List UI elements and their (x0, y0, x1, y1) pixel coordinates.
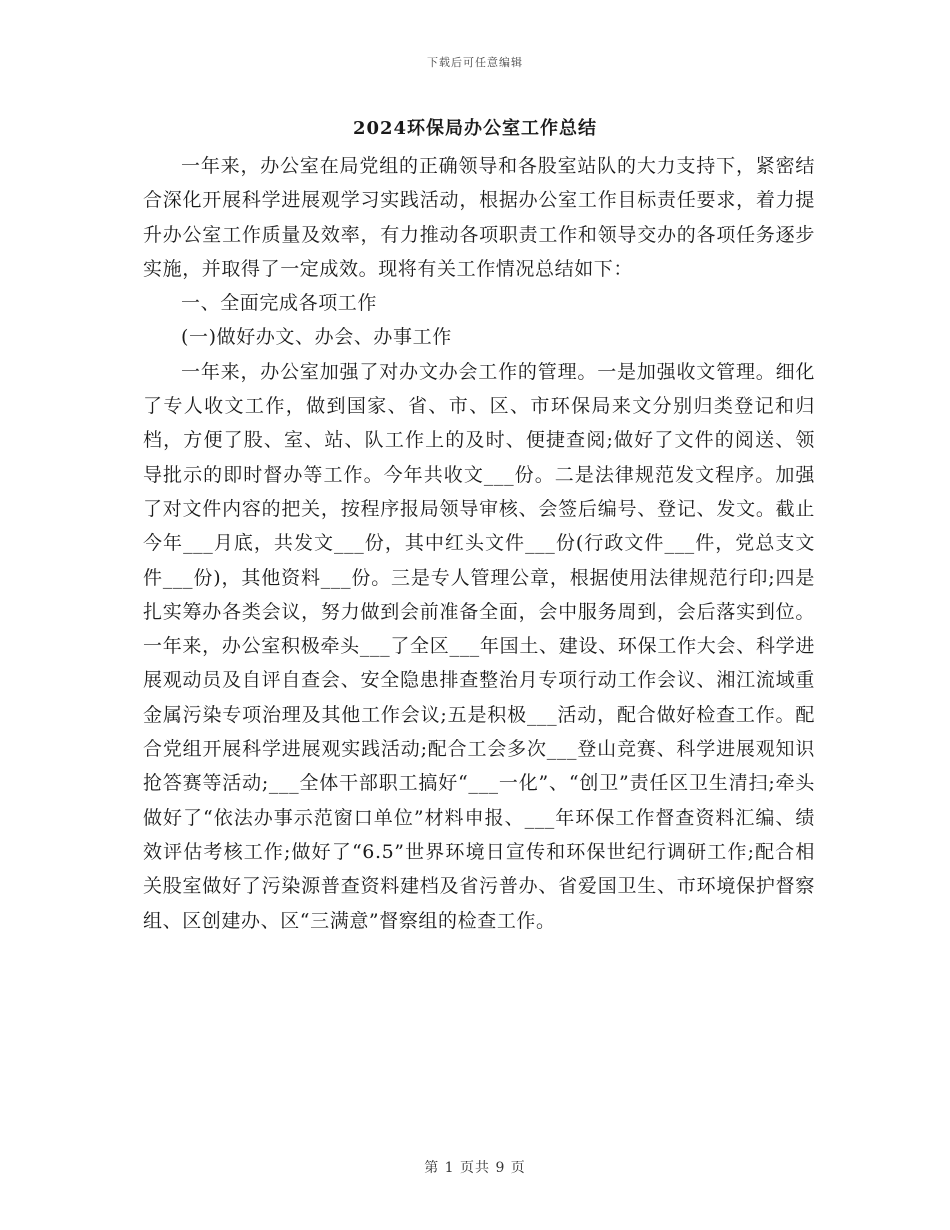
intro-paragraph: 一年来，办公室在局党组的正确领导和各股室站队的大力支持下，紧密结合深化开展科学进展观学习实践活动，根据办公室工作目标责任要求，着力提升办公室工作质量及效率，有力推动各项职责工作和领导交办的各项任务逐步实施，并取得了一定成效。现将有关工作情况总结如下： (143, 155, 815, 280)
page-footer: 第 1 页共 9 页 (424, 1160, 526, 1176)
document-body (143, 149, 815, 938)
document-title: 2024环保局办公室工作总结 (352, 118, 598, 139)
subsection-heading: (一)做好办文、办会、办事工作 (181, 326, 452, 349)
body-paragraph: 一年来，办公室加强了对办文办会工作的管理。一是加强收文管理。细化了专人收文工作，做到国家、省、市、区、市环保局来文分别归类登记和归档，方便了股、室、站、队工作上的及时、便捷查阅;做好了文件的阅送、领导批示的即时督办等工作。今年共收文___份。二是法律规范发文程序。加强了对文件内容的把关，按程序报局领导审核、会签后编号、登记、发文。截止今年___月底，共发文___份，其中红头文件___份(行政文件___件，党总支文件___份)，其他资料___份。三是专人管理公章，根据使用法律规范行印;四是扎实筹办各类会议，努力做到会前准备全面，会中服务周到，会后落实到位。一年来，办公室积极牵头___了全区___年国土、建设、环保工作大会、科学进展观动员及自评自查会、安全隐患排查整治月专项行动工作会议、湘江流域重金属污染专项治理及其他工作会议;五是积极___活动，配合做好检查工作。配合党组开展科学进展观实践活动;配合工会多次___登山竞赛、科学进展观知识抢答赛等活动;___全体干部职工搞好“___一化”、“创卫”责任区卫生清扫;牵头做好了“依法办事示范窗口单位”材料申报、___年环保工作督查资料汇编、绩效评估考核工作;做好了“6.5”世界环境日宣传和环保世纪行调研工作;配合相关股室做好了污染源普查资料建档及省污普办、省爱国卫生、市环境保护督察组、区创建办、区“三满意”督察组的检查工作。 (143, 360, 815, 932)
section-heading: 一、全面完成各项工作 (181, 292, 378, 315)
header-note: 下载后可任意编辑 (427, 56, 523, 69)
